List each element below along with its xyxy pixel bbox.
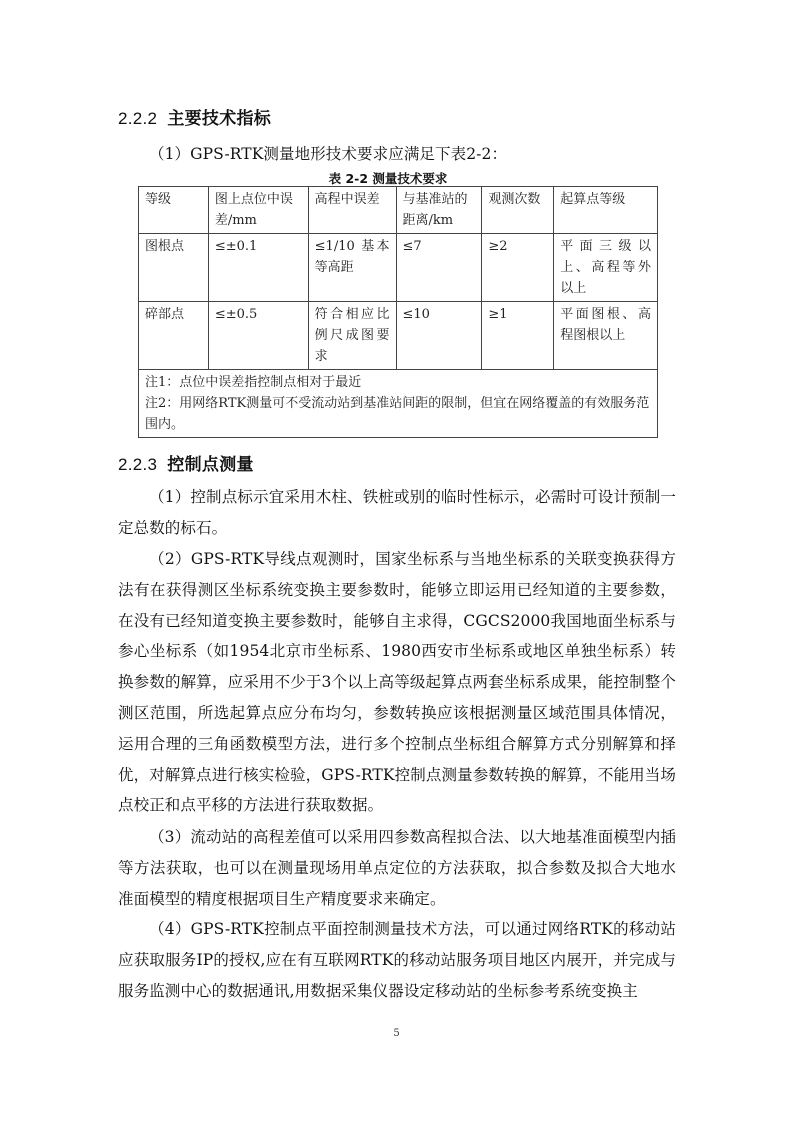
- table-cell: 图根点: [139, 234, 209, 302]
- header-cell: 与基准站的距离/km: [396, 187, 482, 234]
- section-title: 控制点测量: [167, 455, 254, 475]
- table-cell: 符合相应比例尺成图要求: [308, 302, 396, 370]
- header-cell: 图上点位中误差/mm: [208, 187, 308, 234]
- table-row: [139, 234, 658, 302]
- table-cell: ≤10: [396, 302, 482, 370]
- table-cell: 平面图根、高程图根以上: [554, 302, 658, 370]
- paragraph-2: （2）GPS-RTK导线点观测时，国家坐标系与当地坐标系的关联变换获得方法有在获得测区坐标系统变换主要参数时，能够立即运用已经知道的主要参数，在没有已经知道变换主要参数时，能够自主求得，CGCS2000我国地面坐标系与参心坐标系（如1954北京市坐标系、1980西安市坐标系或地区单独坐标系）转换参数的解算，应采用不少于3个以上高等级起算点两套坐标系成果，能控制整个测区范围，所选起算点应分布均匀，参数转换应该根据测量区域范围具体情况，运用合理的三角函数模型方法，进行多个控制点坐标组合解算方式分别解算和择优，对解算点进行核实检验，GPS-RTK控制点测量参数转换的解算，不能用当场点校正和点平移的方法进行获取数据。: [118, 550, 676, 815]
- table-note-row: [139, 370, 658, 438]
- table-cell: ≥2: [482, 234, 554, 302]
- table-intro: （1）GPS-RTK测量地形技术要求应满足下表2-2：: [149, 145, 508, 163]
- section-heading-2-2-3: [118, 450, 254, 475]
- table-cell: ≤1/10 基本等高距: [308, 234, 396, 302]
- section-title: 主要技术指标: [167, 109, 272, 129]
- table-header-row: [139, 187, 658, 234]
- page-number: 5: [393, 1028, 400, 1039]
- table-cell: 碎部点: [139, 302, 209, 370]
- header-cell: 起算点等级: [554, 187, 658, 234]
- paragraph-3: （3）流动站的高程差值可以采用四参数高程拟合法、以大地基准面模型内插等方法获取，也可以在测量现场用单点定位的方法获取，拟合参数及拟合大地水准面模型的精度根据项目生产精度要求来确定。: [118, 828, 676, 908]
- table-cell: ≥1: [482, 302, 554, 370]
- table-cell: ≤±0.5: [208, 302, 308, 370]
- header-cell: 等级: [139, 187, 209, 234]
- header-cell: 高程中误差: [308, 187, 396, 234]
- table-row: [139, 302, 658, 370]
- spec-table: [138, 186, 658, 438]
- section-heading-2-2-2: [118, 104, 271, 129]
- section-number: 2.2.3: [118, 455, 158, 474]
- header-cell: 观测次数: [482, 187, 554, 234]
- table-cell: ≤7: [396, 234, 482, 302]
- table-cell: 平面三级以上、高程等外以上: [554, 234, 658, 302]
- table-note-cell: [139, 370, 658, 438]
- table-cell: ≤±0.1: [208, 234, 308, 302]
- table-note-2: 注2：用网络RTK测量可不受流动站到基准站间距的限制，但宜在网络覆盖的有效服务范围内。: [145, 396, 650, 432]
- paragraph-1: （1）控制点标示宜采用木柱、铁桩或别的临时性标示，必需时可设计预制一定总数的标石。: [118, 488, 676, 537]
- table-caption: 表 2-2 测量技术要求: [328, 171, 448, 186]
- table-note-1: 注1：点位中误差指控制点相对于最近: [145, 375, 362, 390]
- paragraph-4: （4）GPS-RTK控制点平面控制测量技术方法，可以通过网络RTK的移动站应获取服务IP的授权,应在有互联网RTK的移动站服务项目地区内展开，并完成与服务监测中心的数据通讯,用数据采集仪器设定移动站的坐标参考系统变换主: [118, 920, 676, 1000]
- section-number: 2.2.2: [118, 109, 158, 128]
